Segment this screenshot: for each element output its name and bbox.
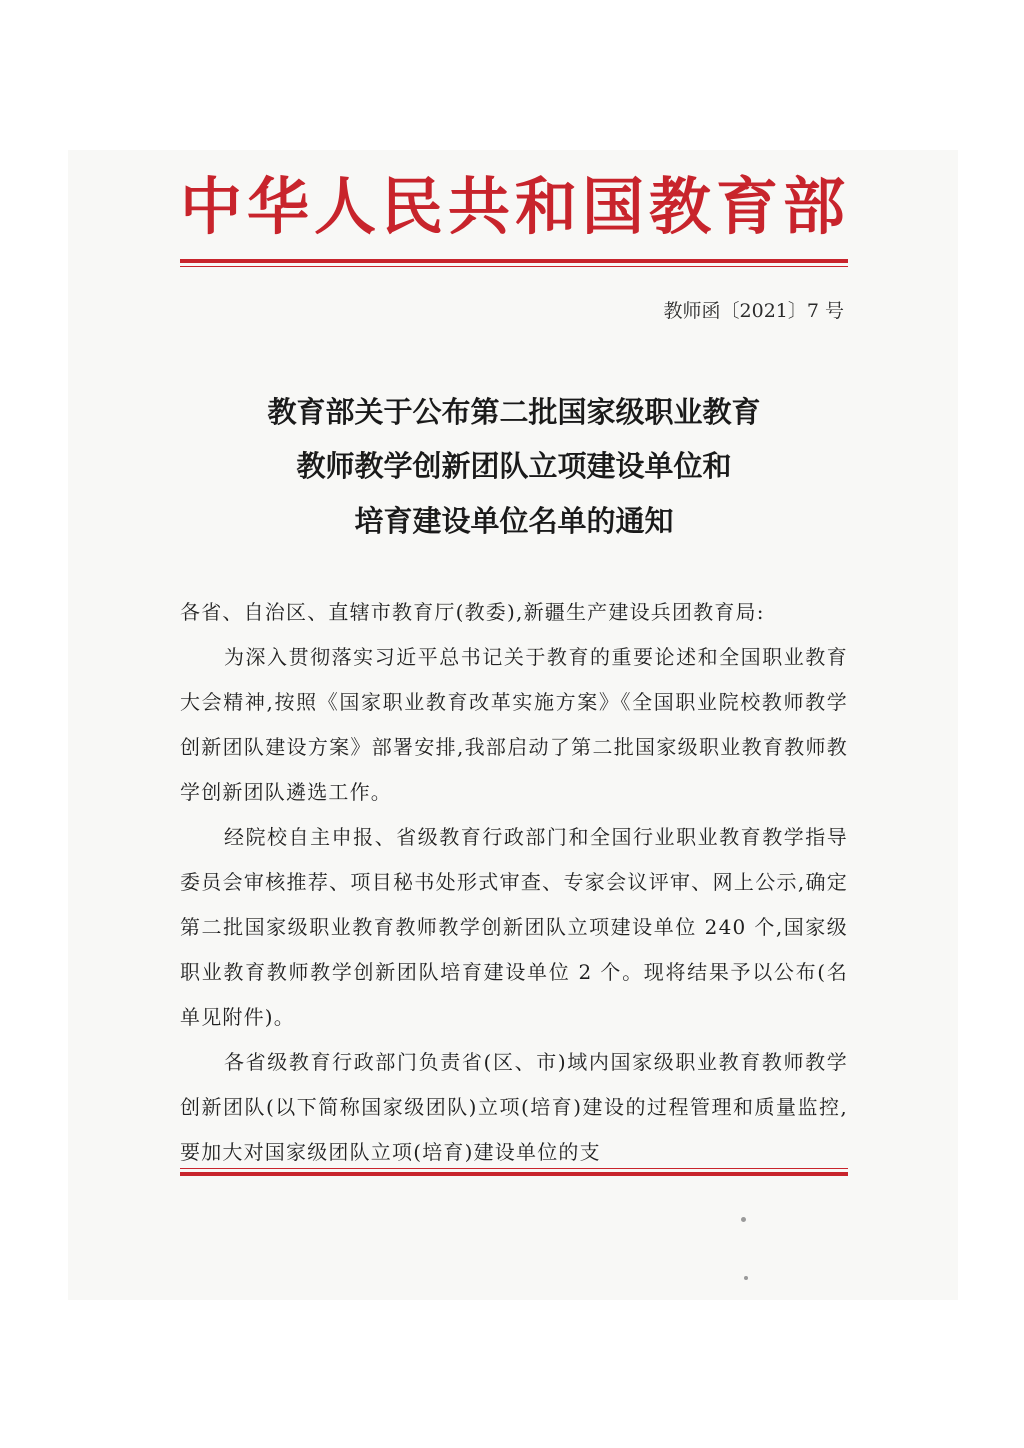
body-paragraph-1: 为深入贯彻落实习近平总书记关于教育的重要论述和全国职业教育大会精神,按照《国家职业教育改革实施方案》《全国职业院校教师教学创新团队建设方案》部署安排,我部启动了第二批国家级职业教育教师教学创新团队遴选工作。 [180,645,848,804]
scan-speck [744,1276,748,1280]
letterhead-title: 中华人民共和国教育部 [180,174,851,242]
body-paragraph-2: 经院校自主申报、省级教育行政部门和全国行业职业教育教学指导委员会审核推荐、项目秘书处形式审查、专家会议评审、网上公示,确定第二批国家级职业教育教师教学创新团队立项建设单位 240 个,国家级职业教育教师教学创新团队培育建设单位 2 个。现将结果予以公布(名单见附件)。 [180,825,848,1029]
body-paragraph-3: 各省级教育行政部门负责省(区、市)域内国家级职业教育教师教学创新团队(以下简称国家级团队)立项(培育)建设的过程管理和质量监控,要加大对国家级团队立项(培育)建设单位的支 [180,1050,848,1164]
scan-speck [741,1217,746,1222]
notice-title-line-3: 培育建设单位名单的通知 [354,504,674,538]
letterhead-red-rule-thick [180,259,848,263]
salutation: 各省、自治区、直辖市教育厅(教委),新疆生产建设兵团教育局: [180,600,765,624]
footer-red-rule-thin [180,1168,848,1169]
notice-body [180,590,848,1165]
notice-title-line-2: 教师教学创新团队立项建设单位和 [296,449,732,483]
letterhead-red-rule-thin [180,266,848,267]
document-number: 教师函〔2021〕7 号 [663,300,844,322]
footer-red-rule-thick [180,1172,848,1176]
notice-title-line-1: 教育部关于公布第二批国家级职业教育 [267,395,761,429]
